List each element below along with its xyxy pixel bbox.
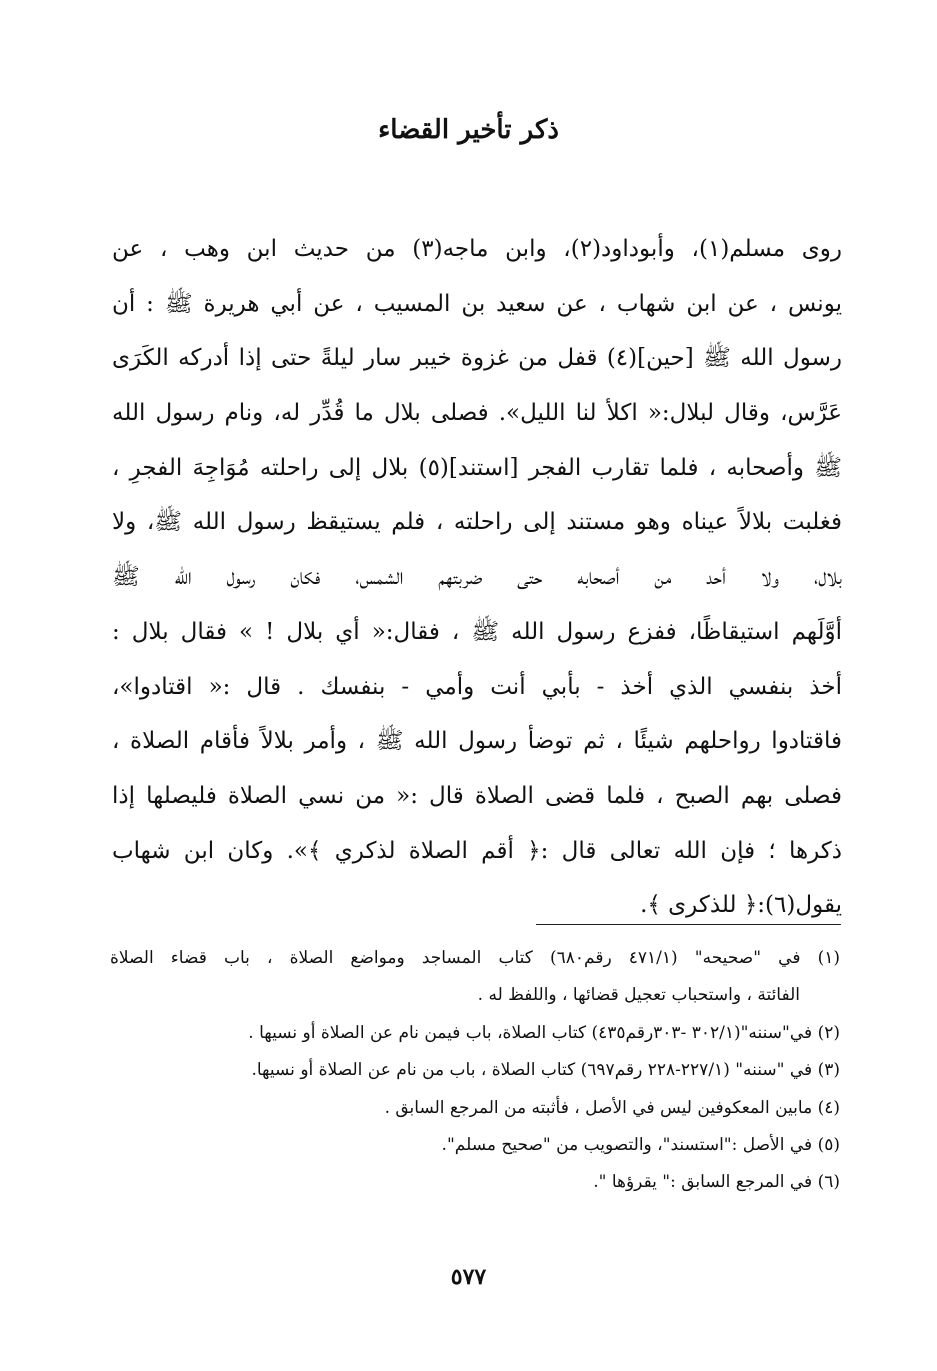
footnote-line: (٤) مابين المعكوفين ليس في الأصل ، فأثبته من المرجع السابق .: [384, 1097, 840, 1118]
footnote-separator: [536, 924, 841, 925]
footnote-line: (٥) في الأصل :"استسند"، والتصويب من "صحيح مسلم".: [441, 1134, 840, 1155]
main-text: [112, 222, 842, 933]
text-line: فغلبت بلالاً عيناه وهو مستند إلى راحلته ، فلم يستيقظ رسول الله ﷺ، ولا: [112, 509, 842, 536]
footnote-line: (١) في "صحيحه" (٤٧١/١ رقم٦٨٠) كتاب المساجد ومواضع الصلاة ، باب قضاء الصلاة: [110, 948, 840, 968]
text-line: ذكرها ؛ فإن الله تعالى قال :﴿ أقم الصلاة لذكري ﴾». وكان ابن شهاب: [112, 837, 842, 864]
text-line: يقول(٦):﴿ للذكرى ﴾.: [640, 892, 842, 919]
text-line: روى مسلم(١)، وأبوداود(٢)، وابن ماجه(٣) من حديث ابن وهب ، عن: [112, 236, 842, 262]
footnotes: [110, 940, 840, 1202]
footnote-line: (٦) في المرجع السابق :" يقرؤها ".: [593, 1172, 840, 1193]
footnote-line: الفائتة ، واستحباب تعجيل قضائها ، واللفظ له .: [477, 985, 800, 1006]
page-title: ذكر تأخير القضاء: [378, 115, 559, 145]
footnote-line: (٢) في"سننه"(٣٠٢/١ -٣٠٣رقم٤٣٥) كتاب الصلاة، باب فيمن نام عن الصلاة أو نسيها .: [248, 1022, 840, 1043]
text-line: فاقتادوا رواحلهم شيئًا ، ثم توضأ رسول الله ﷺ ، وأمر بلالاً فأقام الصلاة ،: [112, 728, 842, 755]
footnote-line: (٣) في "سننه" (٢٢٧/١-٢٢٨ رقم٦٩٧) كتاب الصلاة ، باب من نام عن الصلاة أو نسيها.: [251, 1060, 840, 1081]
text-line: يونس ، عن ابن شهاب ، عن سعيد بن المسيب ، عن أبي هريرة ﷺ : أن: [112, 290, 842, 317]
text-line: عَرَّس، وقال لبلال:« اكلأ لنا الليل». فصلى بلال ما قُدِّر له، ونام رسول الله: [112, 400, 842, 427]
text-line: فصلى بهم الصبح ، فلما قضى الصلاة قال :« من نسي الصلاة فليصلها إذا: [112, 782, 842, 809]
text-line: ﷺ وأصحابه ، فلما تقارب الفجر [استند](٥) بلال إلى راحلته مُوَاجِهَ الفجرِ ،: [112, 454, 843, 481]
text-line: بلال، ولا أحد من أصحابه حتى ضربتهم الشمس، فكان رسول الله ﷺ: [112, 564, 842, 591]
page-number: ٥٧٧: [450, 1264, 487, 1290]
text-line: رسول الله ﷺ [حين](٤) قفل من غزوة خيبر سار ليلةً حتى إذا أدركه الكَرَى: [112, 345, 842, 372]
text-line: أخذ بنفسي الذي أخذ - بأبي أنت وأمي - بنفسك . قال :« اقتادوا»،: [112, 673, 842, 700]
text-line: أوَّلَهم استيقاظًا، ففزع رسول الله ﷺ ، فقال:« أي بلال ! » فقال بلال :: [112, 618, 842, 645]
